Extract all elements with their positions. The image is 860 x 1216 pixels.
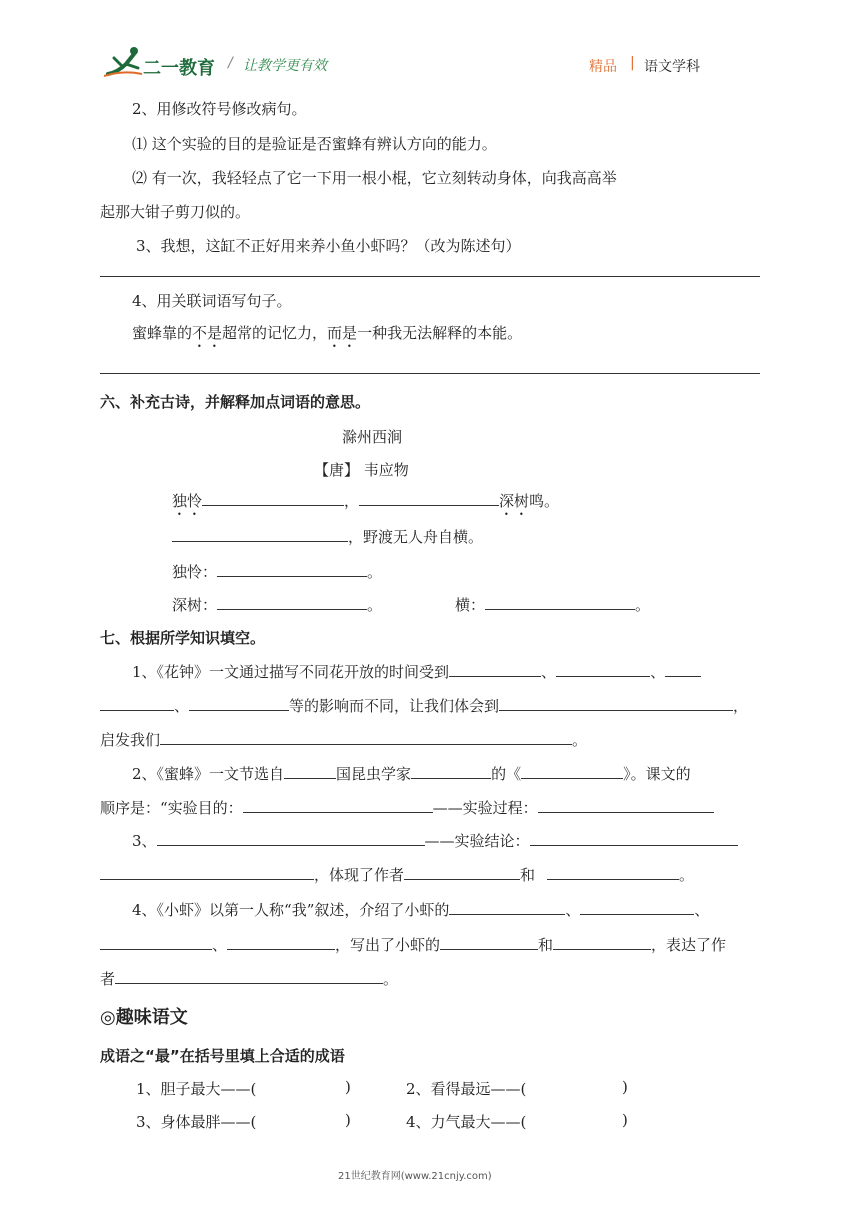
idiom-item-1: 1、胆子最大——( <box>136 1080 257 1098</box>
idiom-item-4-close: ) <box>622 1111 628 1129</box>
idiom-item-4: 4、力气最大——( <box>406 1113 527 1131</box>
poem-blank-2[interactable] <box>359 504 499 506</box>
idiom-item-1-close: ) <box>345 1078 351 1096</box>
q7-1-blank-6[interactable] <box>160 743 572 745</box>
poem-line-1: 独怜 ， 深树鸣。 <box>172 492 560 510</box>
runner-logo-icon <box>104 44 144 78</box>
q7-4-blank-3[interactable] <box>100 948 212 950</box>
q7-2-blank-2[interactable] <box>411 777 491 779</box>
q7-1-line3: 启发我们 。 <box>100 731 588 749</box>
q7-4-blank-2[interactable] <box>580 913 694 915</box>
slogan-separator: / <box>228 55 233 71</box>
q7-1-line2: 、 等的影响而不同，让我们体会到 ， <box>100 695 748 716</box>
q7-3-blank-1[interactable] <box>157 844 425 846</box>
page-footer: 21世纪教育网(www.21cnjy.com) <box>338 1171 492 1182</box>
q2-sentence-1: ⑴ 这个实验的目的是验证是否蜜蜂有辨认方向的能力。 <box>132 135 497 153</box>
explain-blank-3[interactable] <box>485 608 635 610</box>
explain-blank-2[interactable] <box>217 608 367 610</box>
q4-answer-line[interactable] <box>100 373 760 374</box>
q2-sentence-2-line2: 起那大钳子剪刀似的。 <box>100 203 251 221</box>
q7-1-blank-2[interactable] <box>556 675 650 677</box>
idiom-item-2: 2、看得最远——( <box>406 1080 527 1098</box>
explain-heng: 横： 。 <box>455 596 651 614</box>
q7-2-line1: 2、《蜜蜂》一文节选自 国昆虫学家 的《 》。课文的 <box>132 765 691 783</box>
subject-label: 语文学科 <box>644 59 700 75</box>
poem-author: 【唐】 韦应物 <box>314 461 409 479</box>
header-divider: | <box>630 55 635 71</box>
q7-4-blank-5[interactable] <box>440 948 538 950</box>
q7-4-blank-7[interactable] <box>115 982 383 984</box>
q7-3-line2: ，体现了作者 和 。 <box>100 864 694 885</box>
q7-4-line2: 、 ，写出了小虾的 和 ，表达了作 <box>100 934 726 955</box>
q3-answer-line[interactable] <box>100 276 760 277</box>
q7-3-blank-4[interactable] <box>404 878 520 880</box>
explain-shenshu: 深树： 。 <box>172 596 383 614</box>
q7-4-blank-6[interactable] <box>553 948 651 950</box>
q7-2-blank-4[interactable] <box>243 811 433 813</box>
fun-section-subtitle: 成语之“最”在括号里填上合适的成语 <box>100 1047 345 1065</box>
q7-1-blank-1[interactable] <box>449 675 541 677</box>
q7-3-blank-3[interactable] <box>100 878 314 880</box>
q7-2-blank-1[interactable] <box>284 777 336 779</box>
idiom-item-2-close: ) <box>622 1078 628 1096</box>
q7-2-line2: 顺序是：“实验目的： ——实验过程： <box>100 797 714 818</box>
poem-line-2: ，野渡无人舟自横。 <box>172 526 483 547</box>
q7-1-blank-3[interactable] <box>665 675 701 677</box>
dotted-word-shenshu: 深树 <box>499 492 530 510</box>
q2-instruction: 2、用修改符号修改病句。 <box>132 100 307 118</box>
q4-instruction: 4、用关联词语写句子。 <box>132 292 292 310</box>
fun-section-title: ◎趣味语文 <box>100 1007 188 1028</box>
q7-4-line1: 4、《小虾》以第一人称“我”叙述，介绍了小虾的 、 、 <box>132 901 710 919</box>
idiom-item-3-close: ) <box>345 1111 351 1129</box>
poem-blank-1[interactable] <box>202 504 344 506</box>
poem-title: 滁州西涧 <box>342 428 403 446</box>
section-6-title: 六、补充古诗，并解释加点词语的意思。 <box>100 393 371 411</box>
q7-3-blank-2[interactable] <box>530 844 738 846</box>
poem-blank-3[interactable] <box>172 540 348 542</box>
idiom-item-3: 3、身体最胖——( <box>136 1113 257 1131</box>
quality-badge: 精品 <box>589 59 617 75</box>
q4-sentence: 蜜蜂靠的不是超常的记忆力，而是一种我无法解释的本能。 <box>132 324 523 342</box>
q7-1-blank-5[interactable] <box>499 709 733 711</box>
q7-1-blank-4[interactable] <box>189 709 289 711</box>
q7-1-line1: 1、《花钟》一文通过描写不同花开放的时间受到 、 、 <box>132 661 701 682</box>
q7-2-blank-3[interactable] <box>521 777 623 779</box>
dotted-word-dulian: 独怜 <box>172 492 203 510</box>
slogan: 让教学更有效 <box>243 58 327 74</box>
q7-4-blank-4[interactable] <box>227 948 335 950</box>
q7-4-line3: 者 。 <box>100 970 399 988</box>
dotted-word-bushi: 不是 <box>192 324 223 342</box>
q2-sentence-2-line1: ⑵ 有一次，我轻轻点了它一下用一根小棍，它立刻转动身体，向我高高举 <box>132 169 617 187</box>
q3-instruction: 3、我想，这缸不正好用来养小鱼小虾吗？（改为陈述句） <box>136 237 521 255</box>
section-7-title: 七、根据所学知识填空。 <box>100 629 266 647</box>
q7-1-blank-3b[interactable] <box>100 709 174 711</box>
q7-2-blank-5[interactable] <box>538 811 714 813</box>
dotted-word-ershi: 而是 <box>327 324 358 342</box>
q7-3-line1: 3、 ——实验结论： <box>132 830 738 851</box>
q7-4-blank-1[interactable] <box>449 913 565 915</box>
explain-dulian: 独怜： 。 <box>172 563 383 581</box>
logo-text: 二一教育 <box>143 58 215 79</box>
q7-3-blank-5[interactable] <box>547 878 679 880</box>
explain-blank-1[interactable] <box>217 575 367 577</box>
